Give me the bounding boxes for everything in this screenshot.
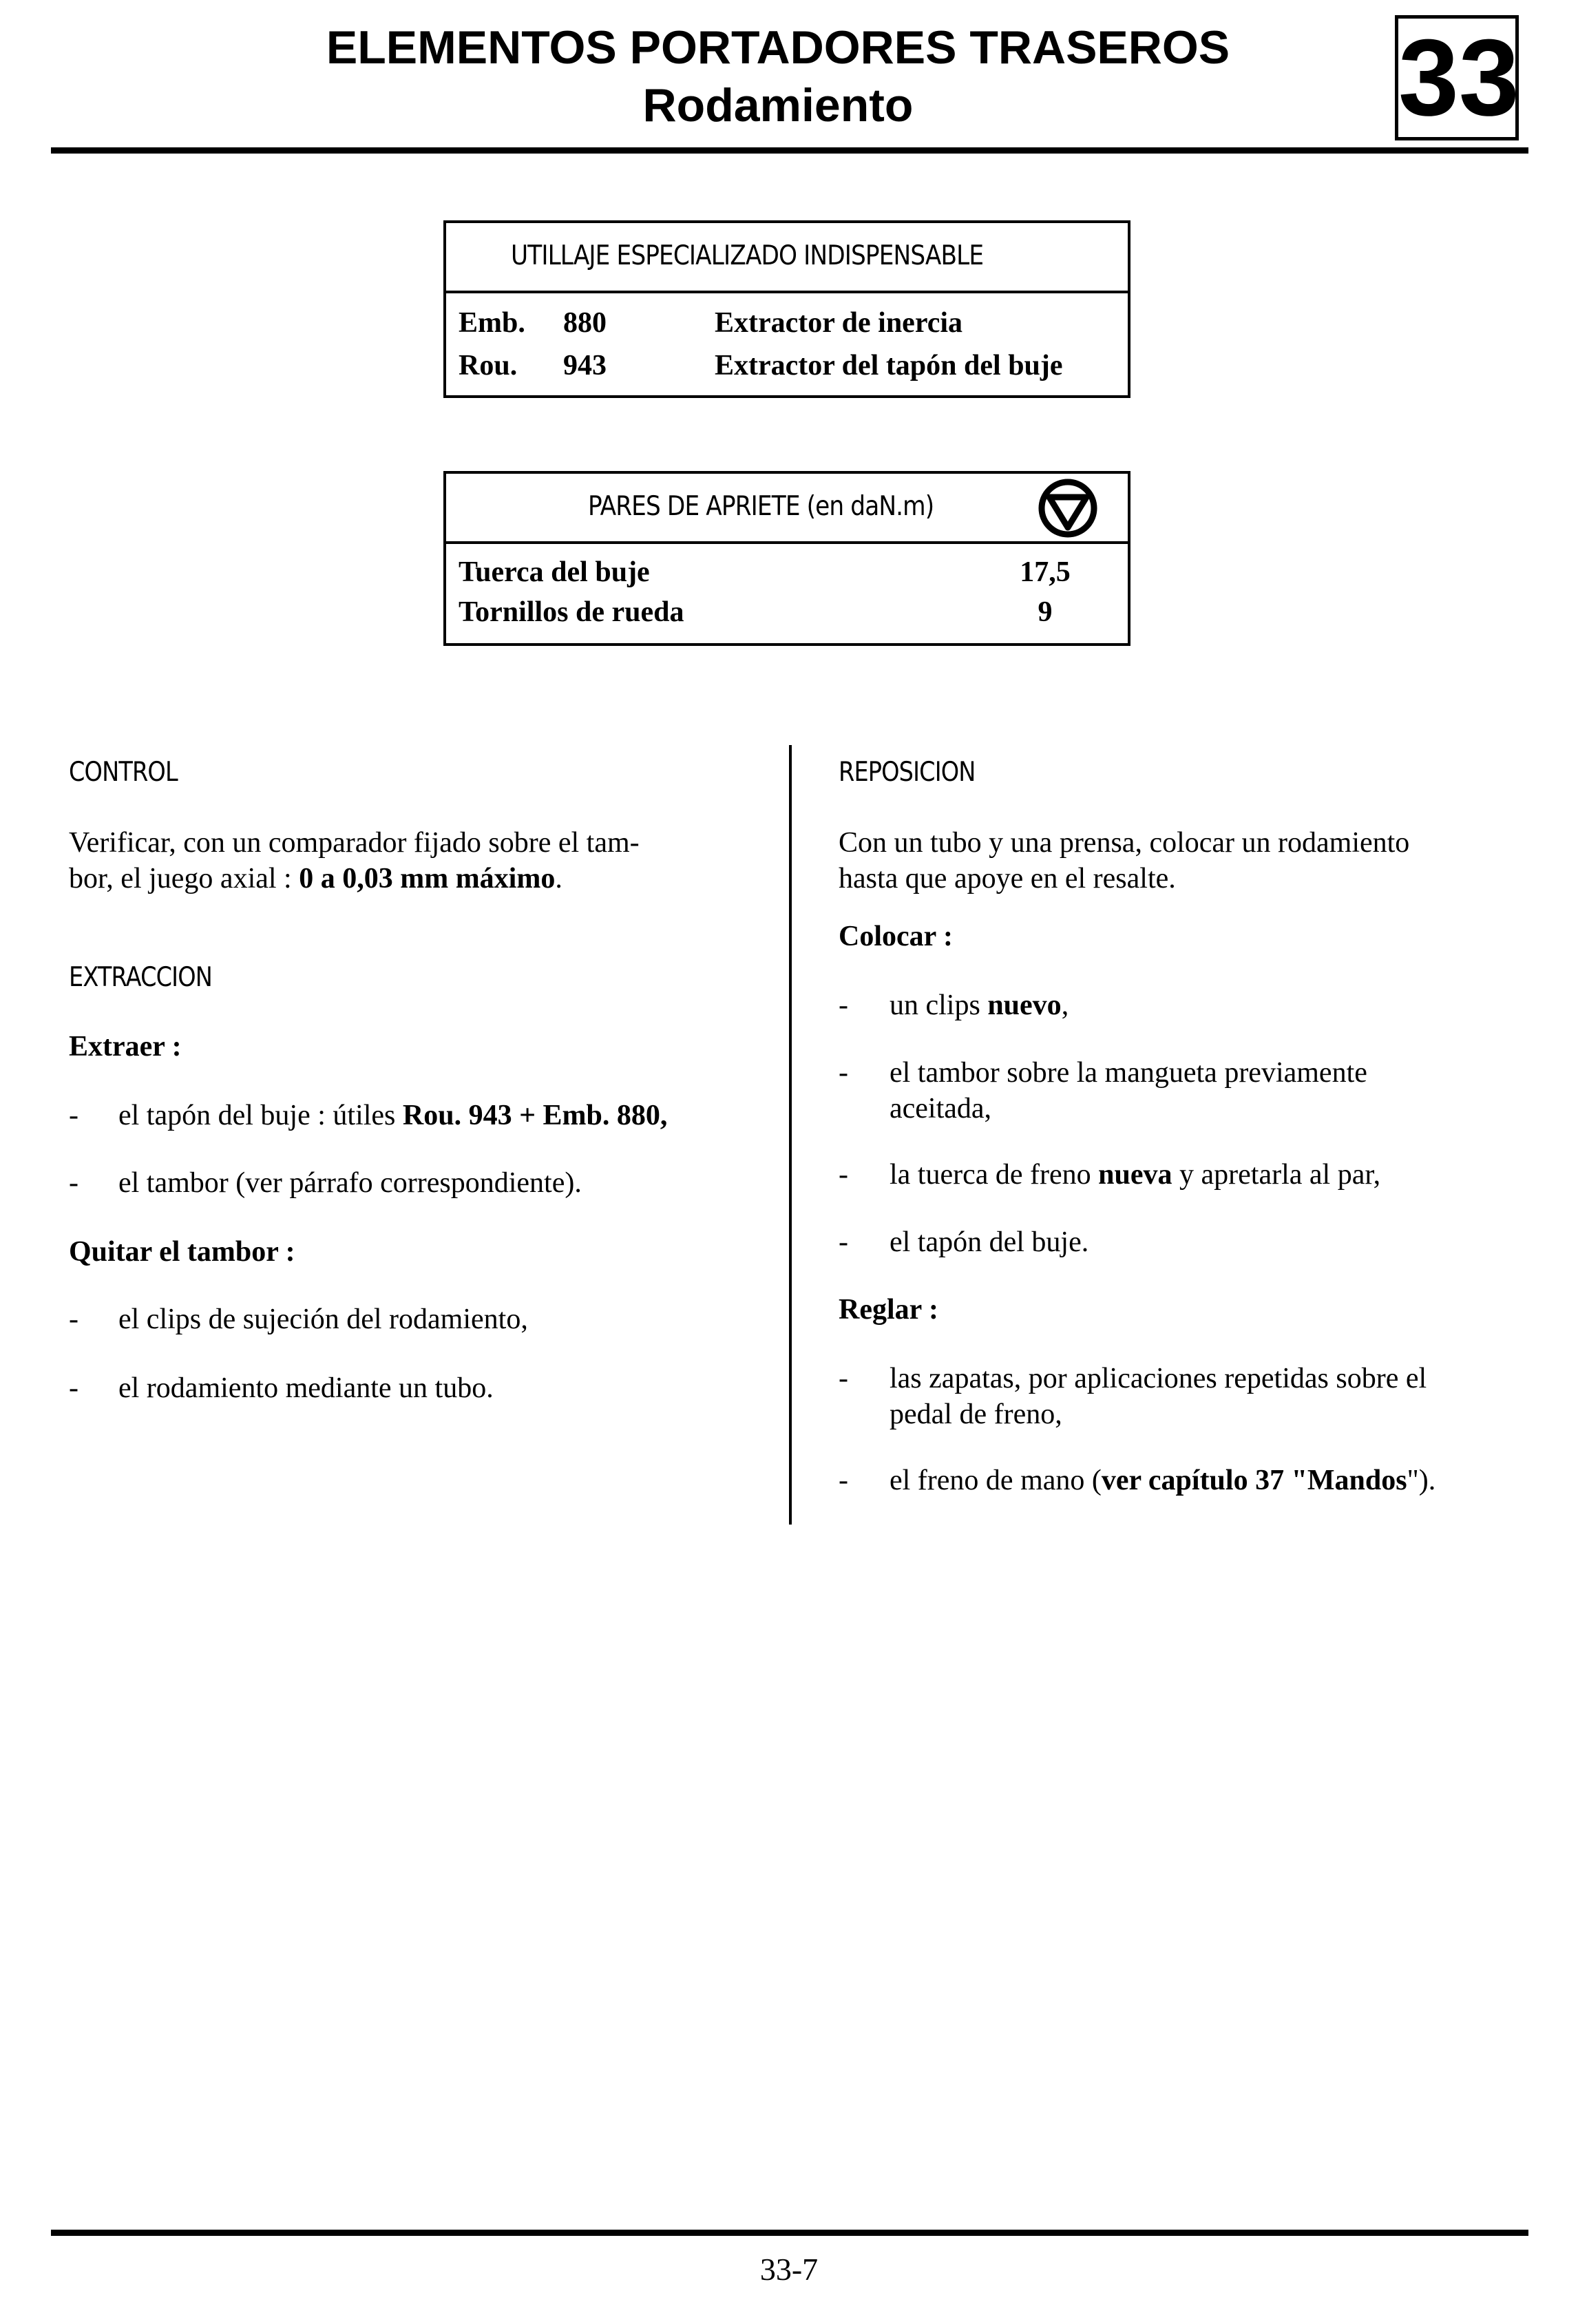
- list-item-line: el tambor sobre la mangueta previamente: [890, 1057, 1367, 1089]
- control-text-line: Verificar, con un comparador fijado sobre el tam-: [69, 827, 640, 859]
- list-dash: -: [839, 1226, 848, 1258]
- footer-rule: [51, 2230, 1528, 2236]
- list-dash: -: [839, 1159, 848, 1191]
- section-heading-reposicion: REPOSICION: [839, 757, 976, 788]
- header-rule: [51, 147, 1528, 154]
- colocar-label-text: Colocar :: [839, 921, 954, 952]
- reglar-label-text: Reglar :: [839, 1294, 939, 1326]
- tool-number: 880: [563, 307, 607, 339]
- list-item: [118, 1098, 667, 1133]
- list-item: [890, 1157, 1380, 1193]
- quitar-label: [69, 1234, 295, 1270]
- tools-table: [443, 220, 1130, 398]
- list-item: [890, 1055, 1367, 1127]
- chapter-reference: ver capítulo 37 "Mandos: [1101, 1465, 1407, 1496]
- list-item-suffix: y apretarla al par,: [1172, 1159, 1381, 1191]
- tools-table-heading: UTILLAJE ESPECIALIZADO INDISPENSABLE: [511, 240, 984, 271]
- list-item: [890, 987, 1069, 1023]
- list-item-text: un clips: [890, 990, 988, 1021]
- tool-description: Extractor de inercia: [715, 307, 963, 339]
- list-item-suffix: ,: [1061, 990, 1069, 1021]
- list-item-line: aceitada,: [890, 1093, 992, 1124]
- list-item-line: pedal de freno,: [890, 1399, 1062, 1430]
- list-item: [890, 1463, 1435, 1498]
- torque-value: 17,5: [1020, 556, 1071, 588]
- reposicion-text-line: hasta que apoye en el resalte.: [839, 863, 1176, 894]
- control-text-prefix: bor, el juego axial :: [69, 863, 299, 894]
- list-dash: -: [69, 1304, 78, 1335]
- colocar-label: [839, 919, 953, 954]
- torque-table: [443, 471, 1130, 646]
- torque-table-heading: PARES DE APRIETE (en daN.m): [588, 491, 934, 522]
- section-heading-extraccion: EXTRACCION: [69, 962, 212, 993]
- list-item: [118, 1165, 582, 1201]
- list-item: el tapón del buje.: [890, 1226, 1089, 1258]
- chapter-number-box: 33: [1395, 15, 1519, 140]
- list-dash: -: [839, 990, 848, 1021]
- tool-prefix: Rou.: [459, 350, 518, 381]
- list-dash: -: [69, 1167, 78, 1199]
- list-item-suffix: ").: [1407, 1465, 1436, 1496]
- list-dash: -: [69, 1100, 78, 1131]
- reposicion-text-line: Con un tubo y una prensa, colocar un rodamiento: [839, 827, 1410, 859]
- torque-label: Tuerca del buje: [459, 556, 650, 588]
- list-dash: -: [839, 1363, 848, 1394]
- list-item-text: la tuerca de freno: [890, 1159, 1099, 1191]
- control-text-line: [69, 861, 757, 897]
- extraer-label: [69, 1029, 182, 1065]
- list-dash: -: [839, 1057, 848, 1089]
- tool-number: 943: [563, 350, 607, 381]
- list-item: el rodamiento mediante un tubo.: [118, 1372, 494, 1404]
- tools-table-header: [446, 223, 1128, 293]
- torque-value: 9: [1038, 596, 1053, 628]
- tool-description: Extractor del tapón del buje: [715, 350, 1063, 381]
- control-text-suffix: .: [555, 863, 562, 894]
- list-item-text: el freno de mano (: [890, 1465, 1102, 1496]
- document-title: ELEMENTOS PORTADORES TRASEROS: [326, 21, 1230, 74]
- list-item-bold: nuevo: [987, 990, 1062, 1021]
- extraer-label-text: Extraer :: [69, 1031, 182, 1062]
- list-dash: -: [839, 1465, 848, 1496]
- list-item-text: el tapón del buje : útiles: [118, 1100, 403, 1131]
- list-item: [890, 1361, 1427, 1432]
- page-number: 33-7: [759, 2252, 819, 2287]
- list-item-bold: Rou. 943 + Emb. 880,: [402, 1100, 668, 1131]
- list-dash: -: [69, 1372, 78, 1404]
- list-item-line: las zapatas, por aplicaciones repetidas sobre el: [890, 1363, 1427, 1394]
- list-item-text: el tambor (ver párrafo correspondiente).: [118, 1167, 582, 1199]
- torque-label: Tornillos de rueda: [459, 596, 684, 628]
- section-heading-control: CONTROL: [69, 757, 178, 788]
- column-divider: [789, 745, 792, 1525]
- tool-prefix: Emb.: [459, 307, 525, 339]
- list-item: el clips de sujeción del rodamiento,: [118, 1304, 528, 1335]
- torque-table-header: [446, 474, 1128, 544]
- reposicion-text: [839, 825, 1527, 897]
- list-item-bold: nueva: [1098, 1159, 1172, 1191]
- axial-play-spec: 0 a 0,03 mm máximo: [299, 863, 556, 894]
- control-text: [69, 825, 757, 897]
- torque-wrench-symbol-icon: [1037, 477, 1099, 538]
- quitar-label-text: Quitar el tambor :: [69, 1236, 295, 1268]
- document-subtitle: Rodamiento: [642, 79, 914, 132]
- reglar-label: [839, 1292, 938, 1328]
